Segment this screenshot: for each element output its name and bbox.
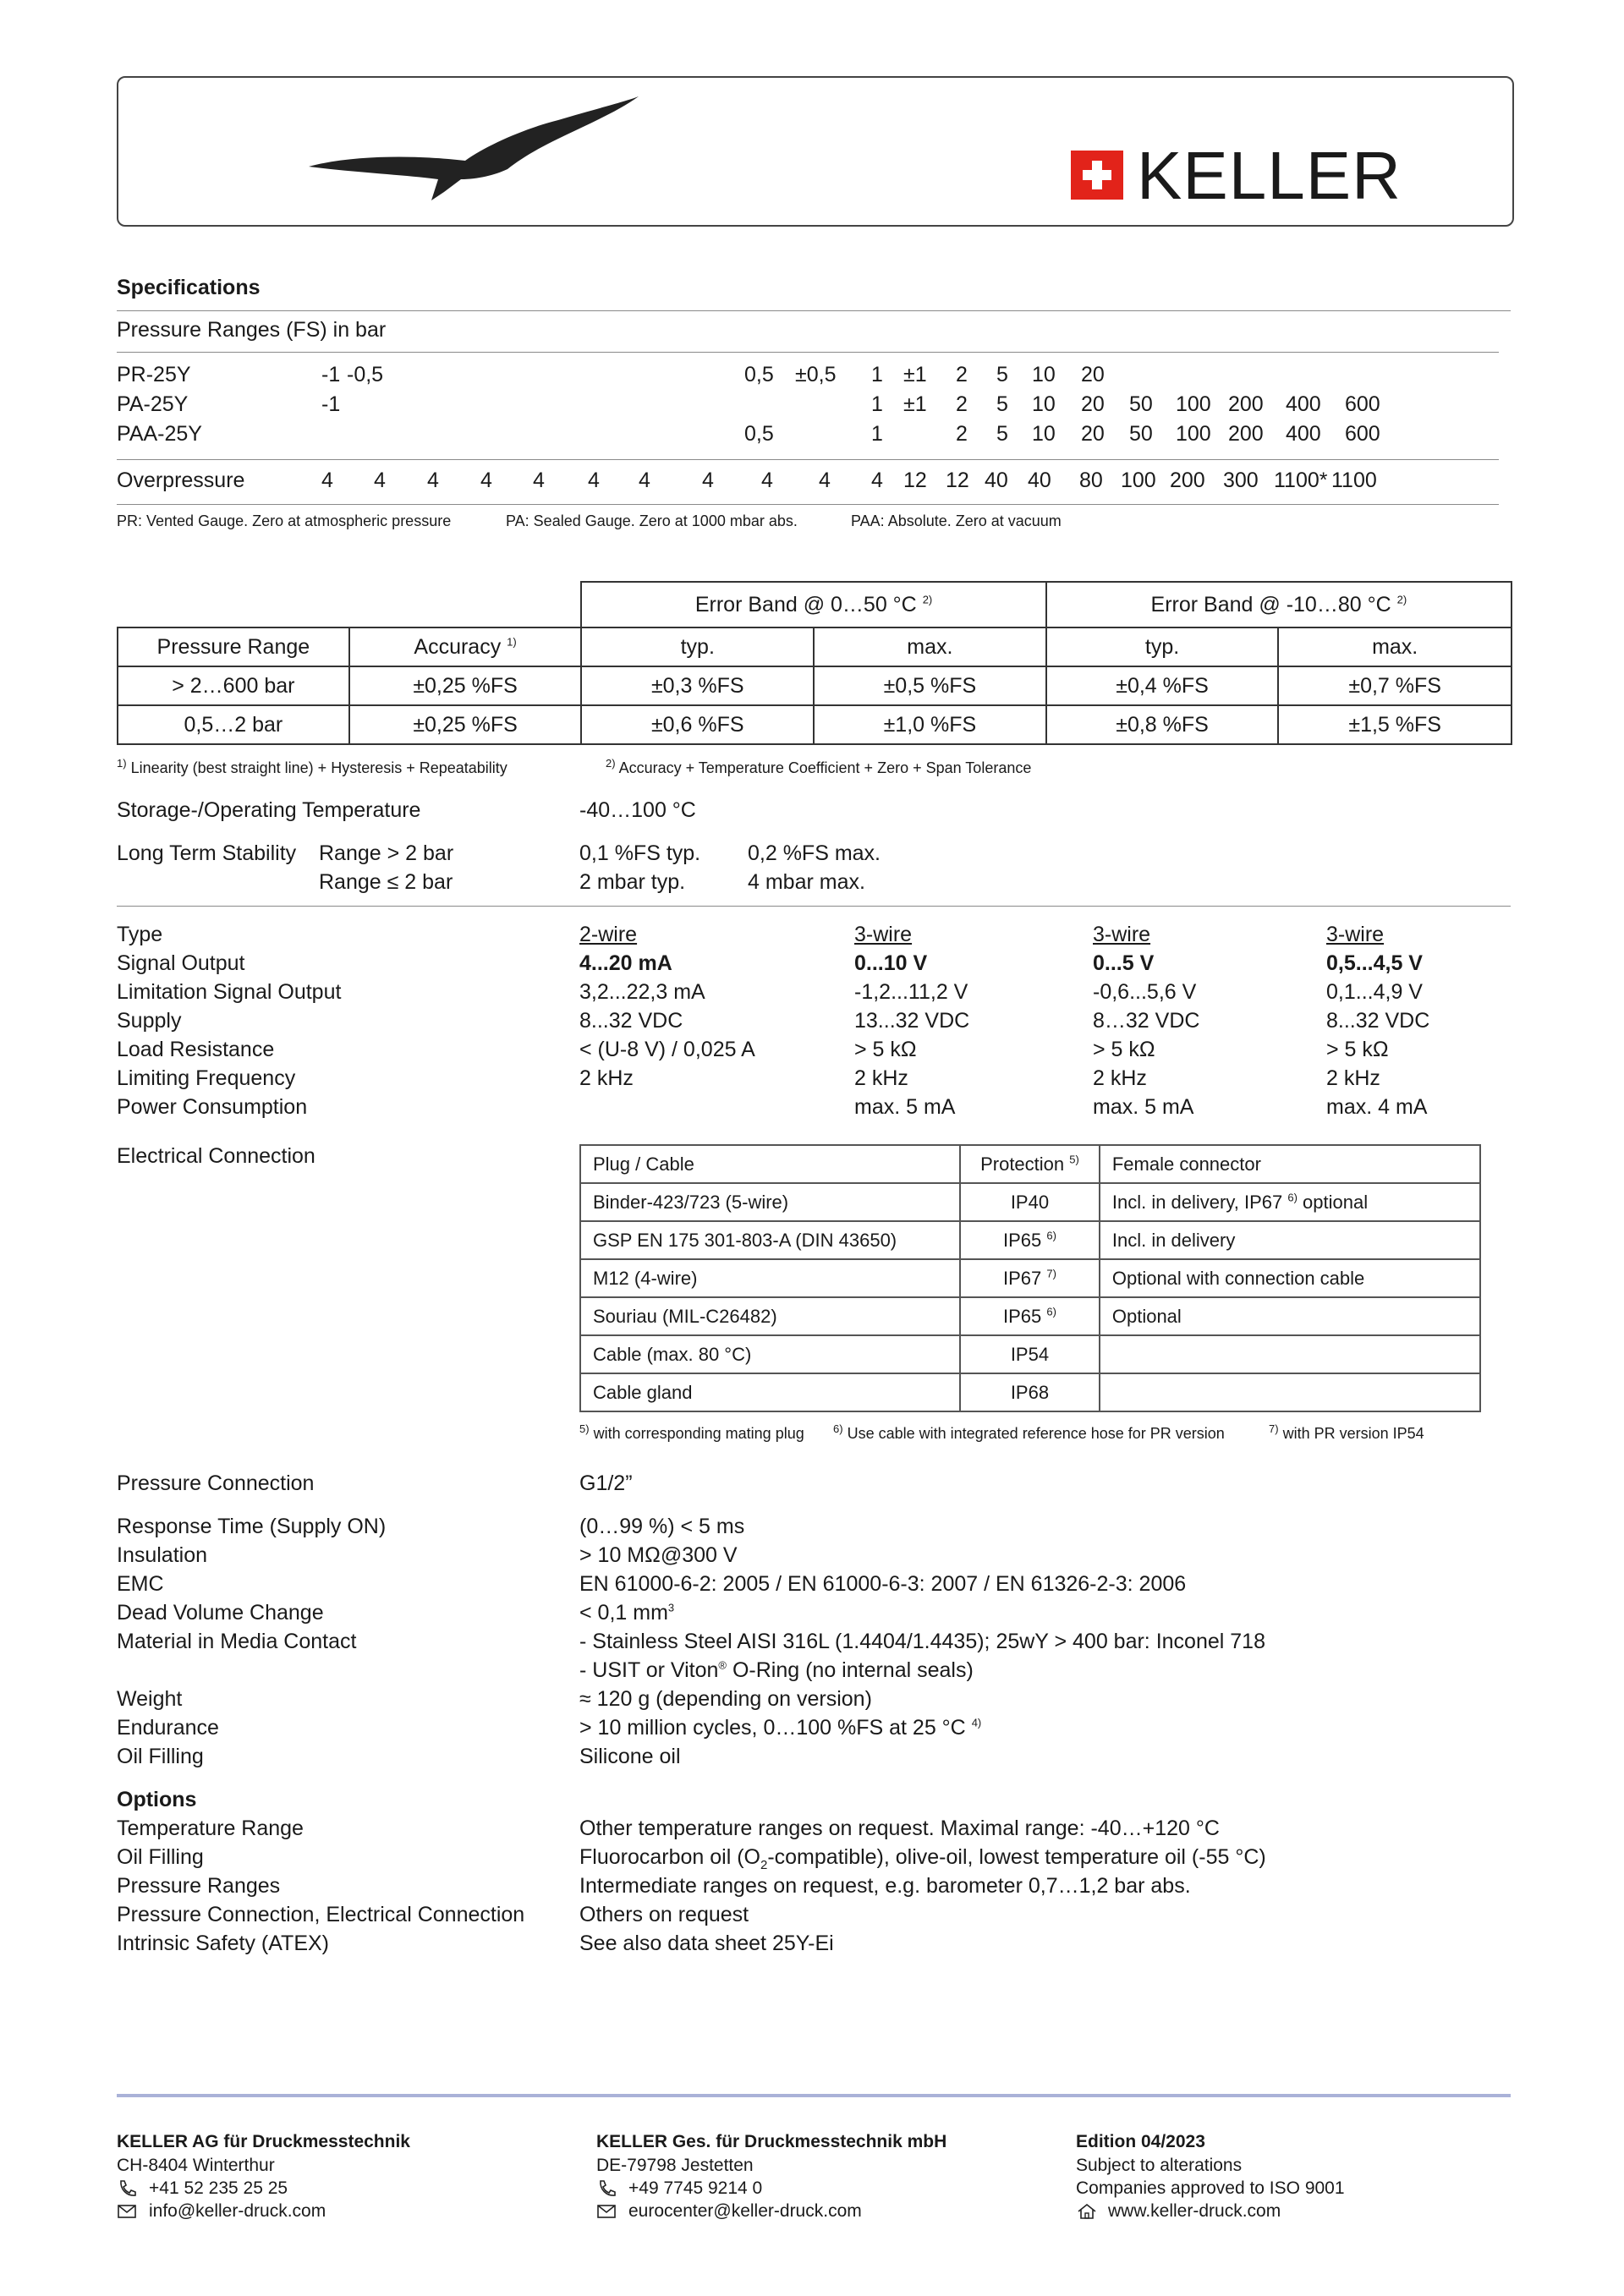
swiss-flag-icon: [1071, 151, 1123, 200]
col-plug: Plug / Cable: [580, 1145, 960, 1183]
overpressure-value: 12: [946, 469, 969, 492]
range-value: 5: [996, 392, 1008, 416]
divider: [117, 504, 1499, 505]
range-value: 0,5: [744, 422, 774, 446]
range-value: 10: [1032, 363, 1056, 386]
table-row: [580, 1183, 1480, 1221]
overpressure-value: 1100*: [1274, 469, 1328, 492]
range-value: 1: [871, 392, 883, 416]
range-value: 400: [1286, 392, 1321, 416]
seagull-logo-icon: [304, 95, 643, 206]
electrical-label: Load Resistance: [117, 1038, 275, 1061]
weight-label: Weight: [117, 1687, 183, 1711]
dead-volume-value: < 0,1 $mm^3$: [579, 1601, 675, 1625]
col-typ: typ.: [581, 627, 814, 666]
stability-range-2: Range ≤ 2 bar: [319, 870, 453, 894]
electrical-value: 2 kHz: [1326, 1066, 1380, 1090]
response-value: (0…99 %) < 5 ms: [579, 1515, 745, 1538]
footer-edition: Edition 04/2023: [1076, 2132, 1205, 2151]
range-value: 50: [1129, 422, 1153, 446]
material-line-2: - USIT or Viton® O-Ring (no internal seals): [579, 1658, 974, 1682]
col-accuracy: Accuracy $^{1)}$: [349, 627, 582, 666]
electrical-value: 0,5...4,5 V: [1326, 951, 1423, 975]
overpressure-value: 4: [427, 469, 439, 492]
phone-icon: [117, 2179, 139, 2198]
conn-footnote-5: $^{5)}$ with corresponding mating plug: [579, 1422, 804, 1442]
range-value: 600: [1345, 392, 1380, 416]
overpressure-value: 200: [1170, 469, 1205, 492]
female-cell: Incl. in delivery: [1100, 1221, 1480, 1259]
footer-email-1[interactable]: info@keller-druck.com: [117, 2200, 326, 2222]
table-row: [580, 1221, 1480, 1259]
electrical-value: 0,1...4,9 V: [1326, 980, 1423, 1004]
stability-max-2: 4 mbar max.: [748, 870, 865, 894]
electrical-value: 3,2...22,3 mA: [579, 980, 705, 1004]
footer-addr-1: CH-8404 Winterthur: [117, 2156, 275, 2175]
model-label: PR-25Y: [117, 363, 191, 386]
plug-cell: GSP EN 175 301-803-A (DIN 43650): [580, 1221, 960, 1259]
female-cell: Optional: [1100, 1297, 1480, 1335]
electrical-value: 4...20 mA: [579, 951, 672, 975]
emc-value: EN 61000-6-2: 2005 / EN 61000-6-3: 2007 / EN 61326-2-3: 2006: [579, 1572, 1187, 1596]
overpressure-value: 4: [321, 469, 333, 492]
table-row: [580, 1297, 1480, 1335]
overpressure-value: 4: [533, 469, 545, 492]
stability-label: Long Term Stability: [117, 841, 297, 865]
divider: [117, 310, 1511, 311]
opt-conn-label: Pressure Connection, Electrical Connection: [117, 1903, 525, 1926]
female-cell: [1100, 1373, 1480, 1411]
overpressure-value: 100: [1121, 469, 1156, 492]
overpressure-value: 40: [1028, 469, 1051, 492]
model-label: PAA-25Y: [117, 422, 202, 446]
range-value: 20: [1081, 363, 1105, 386]
electrical-value: 2 kHz: [854, 1066, 908, 1090]
range-value: 600: [1345, 422, 1380, 446]
divider: [117, 459, 1499, 460]
footer-company-1: KELLER AG für Druckmesstechnik: [117, 2132, 410, 2151]
table-row: [580, 1373, 1480, 1411]
divider: [117, 906, 1511, 907]
range-value: 200: [1228, 392, 1264, 416]
note-paa: PAA: Absolute. Zero at vacuum: [851, 512, 1062, 529]
col-female: Female connector: [1100, 1145, 1480, 1183]
conn-footnote-7: $^{7)}$ with PR version IP54: [1269, 1422, 1424, 1442]
opt-atex-value: See also data sheet 25Y-Ei: [579, 1932, 834, 1955]
overpressure-value: 80: [1079, 469, 1103, 492]
col-max: max.: [814, 627, 1046, 666]
plug-cell: M12 (4-wire): [580, 1259, 960, 1297]
section-title-options: Options: [117, 1788, 197, 1811]
overpressure-label: Overpressure: [117, 469, 245, 492]
opt-oil-label: Oil Filling: [117, 1845, 204, 1869]
endurance-label: Endurance: [117, 1716, 219, 1740]
electrical-value: max. 4 mA: [1326, 1095, 1428, 1119]
dead-volume-label: Dead Volume Change: [117, 1601, 324, 1625]
note-pr: PR: Vented Gauge. Zero at atmospheric pressure: [117, 512, 452, 529]
col-pressure-range: Pressure Range: [118, 627, 349, 666]
opt-atex-label: Intrinsic Safety (ATEX): [117, 1932, 329, 1955]
electrical-value: > 5 kΩ: [854, 1038, 917, 1061]
opt-ranges-label: Pressure Ranges: [117, 1874, 281, 1898]
overpressure-value: 4: [761, 469, 773, 492]
overpressure-value: 12: [903, 469, 927, 492]
stability-typ-2: 2 mbar typ.: [579, 870, 686, 894]
range-value: 2: [956, 392, 968, 416]
range-value: 5: [996, 422, 1008, 446]
endurance-value: > 10 million cycles, 0…100 %FS at 25 °C $^{4)}$: [579, 1716, 982, 1740]
table-row: [580, 1335, 1480, 1373]
error-band-table: [117, 581, 1512, 745]
overpressure-value: 1100: [1331, 469, 1377, 492]
overpressure-value: 4: [588, 469, 600, 492]
plug-cell: Cable (max. 80 °C): [580, 1335, 960, 1373]
emc-label: EMC: [117, 1572, 164, 1596]
protection-cell: IP65 $^{6)}$: [960, 1297, 1100, 1335]
opt-temp-value: Other temperature ranges on request. Maximal range: -40…+120 °C: [579, 1817, 1220, 1840]
oil-filling-label: Oil Filling: [117, 1745, 204, 1768]
female-cell: Optional with connection cable: [1100, 1259, 1480, 1297]
electrical-value: 2 kHz: [579, 1066, 634, 1090]
col-max: max.: [1278, 627, 1512, 666]
range-value: ±0,5: [795, 363, 837, 386]
electrical-label: Signal Output: [117, 951, 245, 975]
electrical-value: 0...5 V: [1093, 951, 1155, 975]
overpressure-value: 40: [985, 469, 1008, 492]
electrical-label: Power Consumption: [117, 1095, 308, 1119]
storage-value: -40…100 °C: [579, 798, 696, 822]
conn-footnote-6: $^{6)}$ Use cable with integrated reference hose for PR version: [833, 1422, 1225, 1442]
pressure-connection-value: G1/2”: [579, 1471, 633, 1495]
error-band-col-row: [118, 627, 1512, 666]
range-value: -0,5: [347, 363, 384, 386]
range-value: 2: [956, 422, 968, 446]
phone-icon: [596, 2179, 618, 2198]
protection-cell: IP67 $^{7)}$: [960, 1259, 1100, 1297]
range-value: 1: [871, 422, 883, 446]
electrical-value: 8…32 VDC: [1093, 1009, 1200, 1033]
electrical-value: 0...10 V: [854, 951, 928, 975]
range-value: 5: [996, 363, 1008, 386]
range-value: 50: [1129, 392, 1153, 416]
pressure-ranges-subtitle: Pressure Ranges (FS) in bar: [117, 318, 387, 342]
footer-email-2[interactable]: eurocenter@keller-druck.com: [596, 2200, 862, 2222]
electrical-value: -0,6...5,6 V: [1093, 980, 1197, 1004]
footer-alterations: Subject to alterations: [1076, 2156, 1243, 2175]
electrical-label: Limitation Signal Output: [117, 980, 342, 1004]
storage-label: Storage-/Operating Temperature: [117, 798, 421, 822]
electrical-connection-label: Electrical Connection: [117, 1144, 315, 1168]
electrical-value: 8...32 VDC: [579, 1009, 683, 1033]
col-typ: typ.: [1046, 627, 1279, 666]
range-value: 10: [1032, 422, 1056, 446]
stability-typ-1: 0,1 %FS typ.: [579, 841, 701, 865]
footer-addr-2: DE-79798 Jestetten: [596, 2156, 754, 2175]
range-value: ±1: [903, 363, 927, 386]
output-type: 3-wire: [1093, 923, 1151, 946]
range-value: 20: [1081, 392, 1105, 416]
range-value: 20: [1081, 422, 1105, 446]
electrical-value: 13...32 VDC: [854, 1009, 970, 1033]
electrical-value: max. 5 mA: [854, 1095, 956, 1119]
output-type: 2-wire: [579, 923, 638, 946]
range-value: 1: [871, 363, 883, 386]
overpressure-value: 4: [639, 469, 650, 492]
electrical-value: < (U-8 V) / 0,025 A: [579, 1038, 755, 1061]
insulation-value: > 10 MΩ@300 V: [579, 1543, 738, 1567]
table-row: 0,5…2 bar ±0,25 %FS ±0,6 %FS ±1,0 %FS ±0,8 %FS ±1,5 %FS: [118, 705, 1512, 744]
material-line-1: - Stainless Steel AISI 316L (1.4404/1.4435); 25wY > 400 bar: Inconel 718: [579, 1630, 1265, 1653]
footer-rule: [117, 2094, 1511, 2097]
material-label: Material in Media Contact: [117, 1630, 357, 1653]
insulation-label: Insulation: [117, 1543, 208, 1567]
error-band-head-0-50: Error Band @ 0…50 °C $^{2)}$: [581, 582, 1045, 627]
range-value: 2: [956, 363, 968, 386]
range-value: 400: [1286, 422, 1321, 446]
electrical-value: > 5 kΩ: [1326, 1038, 1389, 1061]
footer-company-2: KELLER Ges. für Druckmesstechnik mbH: [596, 2132, 947, 2151]
opt-temp-label: Temperature Range: [117, 1817, 304, 1840]
electrical-label: Supply: [117, 1009, 182, 1033]
table-row: > 2…600 bar ±0,25 %FS ±0,3 %FS ±0,5 %FS ±0,4 %FS ±0,7 %FS: [118, 666, 1512, 705]
oil-filling-value: Silicone oil: [579, 1745, 681, 1768]
footer-website[interactable]: www.keller-druck.com: [1076, 2200, 1281, 2222]
range-value: -1: [321, 392, 341, 416]
electrical-value: 8...32 VDC: [1326, 1009, 1430, 1033]
electrical-label: Limiting Frequency: [117, 1066, 296, 1090]
divider: [117, 352, 1499, 353]
error-band-header-row: [118, 582, 1512, 627]
note-pa: PA: Sealed Gauge. Zero at 1000 mbar abs.: [506, 512, 798, 529]
protection-cell: IP65 $^{6)}$: [960, 1221, 1100, 1259]
plug-cell: Binder-423/723 (5-wire): [580, 1183, 960, 1221]
range-value: -1: [321, 363, 341, 386]
output-type: 3-wire: [1326, 923, 1385, 946]
range-value: 100: [1176, 422, 1211, 446]
overpressure-value: 4: [374, 469, 386, 492]
response-label: Response Time (Supply ON): [117, 1515, 387, 1538]
error-band-head-m10-80: Error Band @ -10…80 °C $^{2)}$: [1046, 582, 1512, 627]
email-icon: [596, 2202, 618, 2221]
overpressure-value: 4: [819, 469, 831, 492]
range-value: 100: [1176, 392, 1211, 416]
range-value: ±1: [903, 392, 927, 416]
electrical-label: Type: [117, 923, 163, 946]
plug-cell: Souriau (MIL-C26482): [580, 1297, 960, 1335]
range-value: 10: [1032, 392, 1056, 416]
electrical-value: > 5 kΩ: [1093, 1038, 1155, 1061]
female-cell: Incl. in delivery, IP67 $^{6)}$ optional: [1100, 1183, 1480, 1221]
opt-conn-value: Others on request: [579, 1903, 749, 1926]
col-protection: Protection $^{5)}$: [960, 1145, 1100, 1183]
brand-name: KELLER: [1137, 138, 1402, 213]
stability-range-1: Range > 2 bar: [319, 841, 454, 865]
stability-max-1: 0,2 %FS max.: [748, 841, 881, 865]
overpressure-value: 4: [702, 469, 714, 492]
electrical-value: 2 kHz: [1093, 1066, 1147, 1090]
email-icon: [117, 2202, 139, 2221]
range-value: 0,5: [744, 363, 774, 386]
section-title-specifications: Specifications: [117, 276, 261, 299]
overpressure-value: 4: [480, 469, 492, 492]
weight-value: ≈ 120 g (depending on version): [579, 1687, 872, 1711]
output-type: 3-wire: [854, 923, 913, 946]
protection-cell: IP54: [960, 1335, 1100, 1373]
footnote-2: $^{2)}$ Accuracy + Temperature Coefficient + Zero + Span Tolerance: [606, 757, 1032, 776]
electrical-value: max. 5 mA: [1093, 1095, 1194, 1119]
overpressure-value: 4: [871, 469, 883, 492]
home-icon: [1076, 2202, 1098, 2221]
table-row: [580, 1259, 1480, 1297]
electrical-value: -1,2...11,2 V: [854, 980, 968, 1004]
opt-oil-value: Fluorocarbon oil $(O_2-compatible)$, olive-oil, lowest temperature oil (-55 °C): [579, 1845, 1266, 1872]
footer-phone-2: +49 7745 9214 0: [596, 2178, 762, 2200]
model-label: PA-25Y: [117, 392, 189, 416]
footnote-1: $^{1)}$ Linearity (best straight line) + Hysteresis + Repeatability: [117, 757, 508, 776]
pressure-connection-label: Pressure Connection: [117, 1471, 315, 1495]
female-cell: [1100, 1335, 1480, 1373]
protection-cell: IP68: [960, 1373, 1100, 1411]
connection-table: [579, 1144, 1481, 1412]
plug-cell: Cable gland: [580, 1373, 960, 1411]
connection-header-row: [580, 1145, 1480, 1183]
footer-iso: Companies approved to ISO 9001: [1076, 2178, 1345, 2198]
protection-cell: IP40: [960, 1183, 1100, 1221]
opt-ranges-value: Intermediate ranges on request, e.g. barometer 0,7…1,2 bar abs.: [579, 1874, 1191, 1898]
footer-phone-1: +41 52 235 25 25: [117, 2178, 288, 2200]
overpressure-value: 300: [1223, 469, 1259, 492]
range-value: 200: [1228, 422, 1264, 446]
